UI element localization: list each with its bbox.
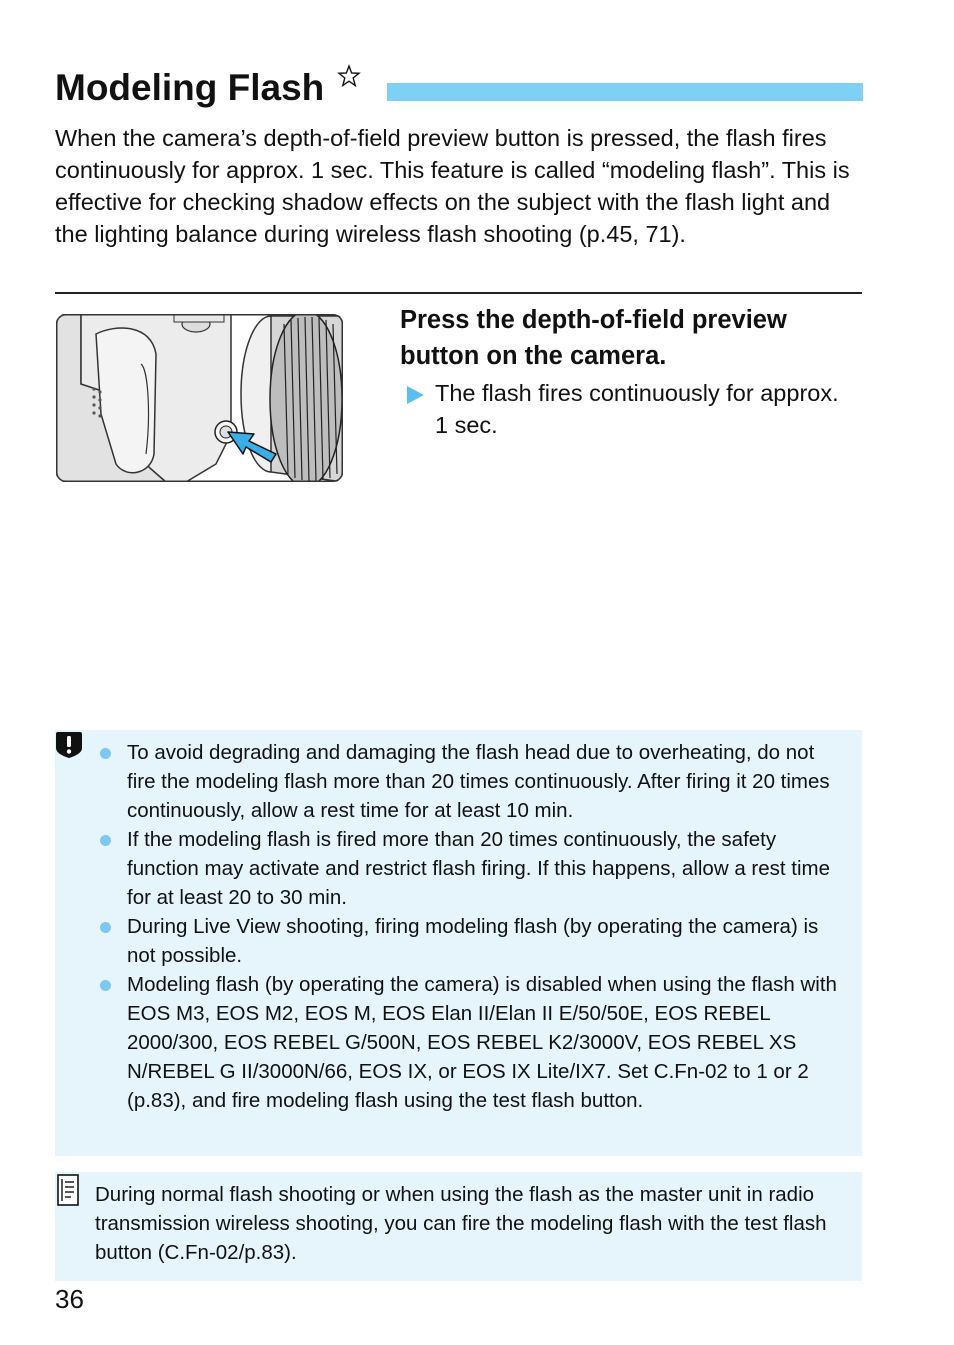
- bullet-icon: [100, 835, 111, 846]
- section-header: [55, 64, 863, 112]
- bullet-icon: [100, 748, 111, 759]
- step-result-text: The flash fires continuously for approx. 1 sec.: [435, 380, 839, 438]
- caution-item: Modeling flash (by operating the camera) is disabled when using the flash with EOS M3, EOS M2, EOS M, EOS Elan II/Elan II E/50/50E, EOS REBEL 2000/300, EOS REBEL G/500N, EOS REBEL K2/3000V, EOS REBEL XS N/REBEL G II/3000N/66, EOS IX, or EOS IX Lite/IX7. Set C.Fn-02 to 1 or 2 (p.83), and fire modeling flash using the test flash button.: [55, 970, 862, 1115]
- caution-item: During Live View shooting, firing modeling flash (by operating the camera) is not possible.: [55, 912, 862, 970]
- star-outline-icon: [337, 64, 361, 88]
- triangle-right-icon: [405, 385, 425, 405]
- caution-item: To avoid degrading and damaging the flash head due to overheating, do not fire the modeling flash more than 20 times continuously. After firing it 20 times continuously, allow a rest time for at least 10 min.: [55, 738, 862, 825]
- camera-depth-of-field-button-illustration: [56, 314, 343, 482]
- title-accent-bar: [387, 83, 863, 101]
- memo-icon: [57, 1174, 79, 1206]
- bullet-icon: [100, 980, 111, 991]
- divider: [55, 292, 862, 294]
- caution-box: [55, 730, 862, 1156]
- note-text: During normal flash shooting or when using the flash as the master unit in radio transmission wireless shooting, you can fire the modeling flash with the test flash button (C.Fn-02/p.83).: [95, 1183, 827, 1264]
- intro-paragraph: When the camera’s depth-of-field preview button is pressed, the flash fires continuously for approx. 1 sec. This feature is called “modeling flash”. This is effective for checking shadow effects on the subject with the flash light and the lighting balance during wireless flash shooting (p.45, 71).: [55, 125, 850, 247]
- note-box: [55, 1172, 862, 1281]
- bullet-icon: [100, 922, 111, 933]
- page-title: Modeling Flash: [55, 67, 325, 108]
- page-number: 36: [55, 1284, 84, 1314]
- step-title: Press the depth-of-field preview button on the camera.: [400, 306, 787, 370]
- caution-list: [55, 738, 862, 1115]
- caution-item: If the modeling flash is fired more than 20 times continuously, the safety function may activate and restrict flash firing. If this happens, allow a rest time for at least 20 to 30 min.: [55, 825, 862, 912]
